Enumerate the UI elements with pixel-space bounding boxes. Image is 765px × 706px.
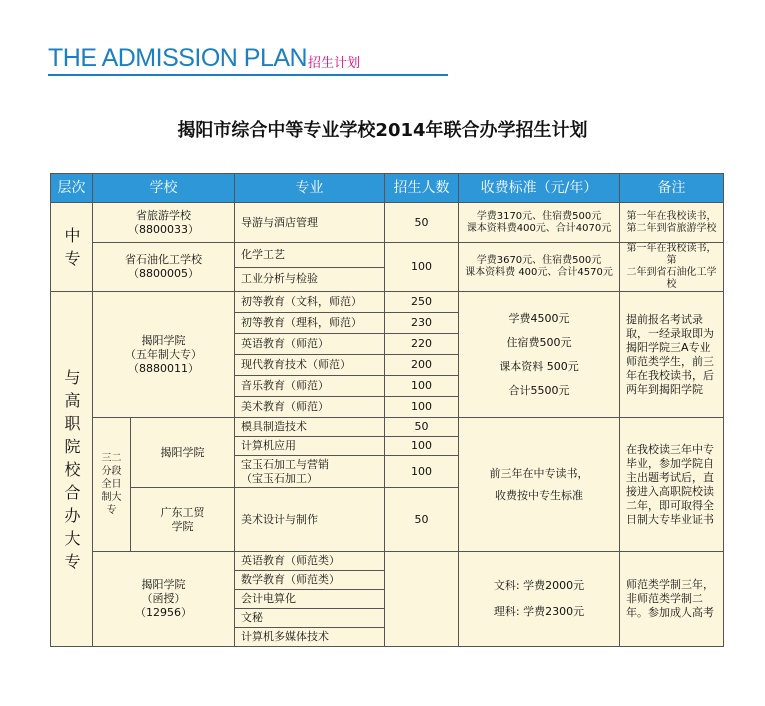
fee-line: 学费3670元、住宿费500元 <box>476 255 602 266</box>
count-cell: 50 <box>385 418 459 437</box>
school-name: 省旅游学校 <box>136 208 191 222</box>
major-cell: 美术教育（师范） <box>235 397 385 418</box>
school-line: （函授） <box>141 592 186 605</box>
header-cell: 备注 <box>620 174 724 203</box>
fee-line: 课本资料费400元、合计4070元 <box>466 222 612 234</box>
count-cell: 230 <box>385 313 459 334</box>
school-code: （8800033） <box>128 222 199 236</box>
count-cell: 100 <box>385 243 459 292</box>
school-cell <box>131 488 235 552</box>
count-cell: 220 <box>385 334 459 355</box>
fee-line: 课本资料 500元 <box>499 359 579 373</box>
note-line: 二年到省石油化工学校 <box>626 267 717 290</box>
school-name: 省石油化工学校 <box>125 253 202 266</box>
count-cell: 100 <box>385 397 459 418</box>
fee-cell <box>459 203 620 243</box>
school-cell <box>93 552 235 647</box>
header-cell: 学校 <box>93 174 235 203</box>
school-line: （8880011） <box>128 361 199 375</box>
major-cell: 初等教育（理科，师范） <box>235 313 385 334</box>
count-cell: 100 <box>385 456 459 488</box>
major-cell: 计算机应用 <box>235 437 385 456</box>
level-gaozhi: 与高职院校合办大专 <box>64 367 81 571</box>
count-cell: 250 <box>385 292 459 313</box>
fee-cell <box>459 552 620 647</box>
fee-line: 学费3170元、住宿费500元 <box>476 210 602 222</box>
type-cell <box>93 418 131 552</box>
school-cell <box>93 243 235 292</box>
header-cell: 专业 <box>235 174 385 203</box>
major-cell: 计算机多媒体技术 <box>235 628 385 647</box>
table-row <box>51 203 724 243</box>
table-row <box>51 292 724 313</box>
fee-line: 收费按中专生标准 <box>495 488 583 502</box>
school-line: （12956） <box>135 606 192 619</box>
level-cell <box>51 203 93 292</box>
major-cell: 数学教育（师范类） <box>235 571 385 590</box>
note-cell: 在我校读三年中专毕业，参加学院自主出题考试后，直接进入高职院校读二年，即可取得全日制大专毕业证书 <box>620 418 724 552</box>
table-row <box>51 418 724 437</box>
school-name: 广东工贸学院 <box>160 505 205 533</box>
major-cell: 会计电算化 <box>235 590 385 609</box>
table-header-row <box>51 174 724 203</box>
major-cell: 英语教育（师范） <box>235 334 385 355</box>
note-cell <box>620 203 724 243</box>
note-line: 第二年到省旅游学校 <box>626 222 717 234</box>
major-cell: 文秘 <box>235 609 385 628</box>
count-cell: 50 <box>385 488 459 552</box>
major-cell: 导游与酒店管理 <box>235 203 385 243</box>
fee-cell <box>459 243 620 292</box>
major-cell: 美术设计与制作 <box>235 488 385 552</box>
count-cell: 50 <box>385 203 459 243</box>
header-cn-title: 招生计划 <box>308 56 361 71</box>
major-cell <box>235 456 385 488</box>
header-cell: 招生人数 <box>385 174 459 203</box>
note-cell <box>620 243 724 292</box>
major-cell: 音乐教育（师范） <box>235 376 385 397</box>
school-code: （8800005） <box>128 267 199 280</box>
header-en-title: THE ADMISSION PLAN <box>48 44 308 72</box>
school-cell <box>93 292 235 418</box>
section-header <box>48 40 368 76</box>
table-row <box>51 552 724 571</box>
major-cell: 模具制造技术 <box>235 418 385 437</box>
fee-line: 文科: 学费2000元 <box>493 579 585 592</box>
major-line: 宝玉石加工与营销 <box>241 457 329 471</box>
admission-table <box>50 173 724 647</box>
header-cell: 收费标准（元/年） <box>459 174 620 203</box>
school-line: 揭阳学院 <box>141 333 186 347</box>
note-cell: 提前报名考试录取，一经录取即为揭阳学院三A专业师范类学生，前三年在我校读书，后两年到揭阳学院 <box>620 292 724 418</box>
school-cell <box>93 203 235 243</box>
note-cell: 师范类学制三年，非师范类学制二年。参加成人高考 <box>620 552 724 647</box>
page-title: 揭阳市综合中等专业学校2014年联合办学招生计划 <box>177 120 588 141</box>
note-line: 第一年在我校读书， <box>626 210 717 222</box>
header-cell: 层次 <box>51 174 93 203</box>
table-row <box>51 243 724 268</box>
fee-line: 合计5500元 <box>508 383 570 397</box>
header-rule <box>48 74 448 76</box>
count-cell <box>385 552 459 647</box>
type-label: 三二分段全日制大专 <box>101 453 122 516</box>
major-cell: 英语教育（师范类） <box>235 552 385 571</box>
major-line: （宝玉石加工） <box>241 471 318 485</box>
major-cell: 现代教育技术（师范） <box>235 355 385 376</box>
fee-line: 住宿费500元 <box>506 335 572 349</box>
count-cell: 200 <box>385 355 459 376</box>
fee-line: 理科: 学费2300元 <box>493 605 585 618</box>
major-cell: 初等教育（文科，师范） <box>235 292 385 313</box>
school-cell: 揭阳学院 <box>131 418 235 488</box>
fee-line: 前三年在中专读书， <box>489 466 589 480</box>
school-line: 揭阳学院 <box>141 578 186 591</box>
count-cell: 100 <box>385 437 459 456</box>
count-cell: 100 <box>385 376 459 397</box>
level-cell <box>51 292 93 647</box>
note-line: 第一年在我校读书，第 <box>626 243 717 266</box>
fee-line: 课本资料费 400元、合计4570元 <box>465 267 613 278</box>
major-cell: 工业分析与检验 <box>235 267 385 292</box>
fee-line: 学费4500元 <box>508 311 570 325</box>
major-cell: 化学工艺 <box>235 243 385 268</box>
school-line: （五年制大专） <box>125 347 202 361</box>
level-zhongzhuan: 中专 <box>64 226 81 268</box>
fee-cell <box>459 418 620 552</box>
fee-cell <box>459 292 620 418</box>
